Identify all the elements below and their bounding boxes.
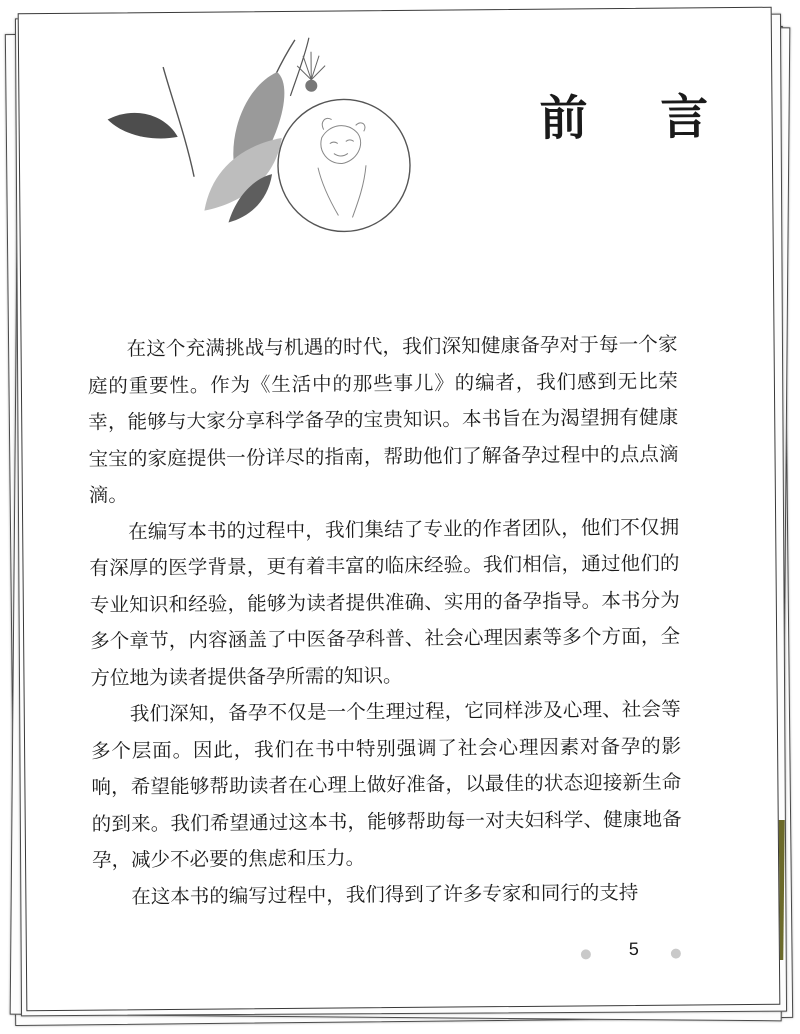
leaves-and-baby-illustration xyxy=(85,25,417,244)
preface-body xyxy=(87,327,682,916)
book-page xyxy=(18,7,781,1012)
grey-dot-icon xyxy=(671,949,681,959)
page-title: 前 言 xyxy=(539,89,737,147)
paragraph-4: 在这本书的编写过程中，我们得到了许多专家和同行的支持 xyxy=(131,880,639,908)
paragraph-3: 我们深知，备孕不仅是一个生理过程，它同样涉及心理、社会等多个层面。因此，我们在书中特别强调了社会心理因素对备孕的影响，希望能够帮助读者在心理上做好准备，以最佳的状态迎接新生命的到来。我们希望通过这本书，能够帮助每一对夫妇科学、健康地备孕，减少不必要的焦虑和压力。 xyxy=(90,697,682,872)
paragraph-2: 在编写本书的过程中，我们集结了专业的作者团队，他们不仅拥有深厚的医学背景，更有着丰富的临床经验。我们相信，通过他们的专业知识和经验，能够为读者提供准确、实用的备孕指导。本书分为多个章节，内容涵盖了中医备孕科普、社会心理因素等多个方面，全方位地为读者提供备孕所需的知识。 xyxy=(89,515,681,690)
grey-dot-icon xyxy=(581,949,591,959)
paragraph-1: 在这个充满挑战与机遇的时代，我们深知健康备孕对于每一个家庭的重要性。作为《生活中的那些事儿》的编者，我们感到无比荣幸，能够与大家分享科学备孕的宝贵知识。本书旨在为渴望拥有健康宝宝的家庭提供一份详尽的指南，帮助他们了解备孕过程中的点点滴滴。 xyxy=(87,332,679,507)
page-number: 5 xyxy=(628,938,639,960)
page-footer xyxy=(575,938,695,969)
